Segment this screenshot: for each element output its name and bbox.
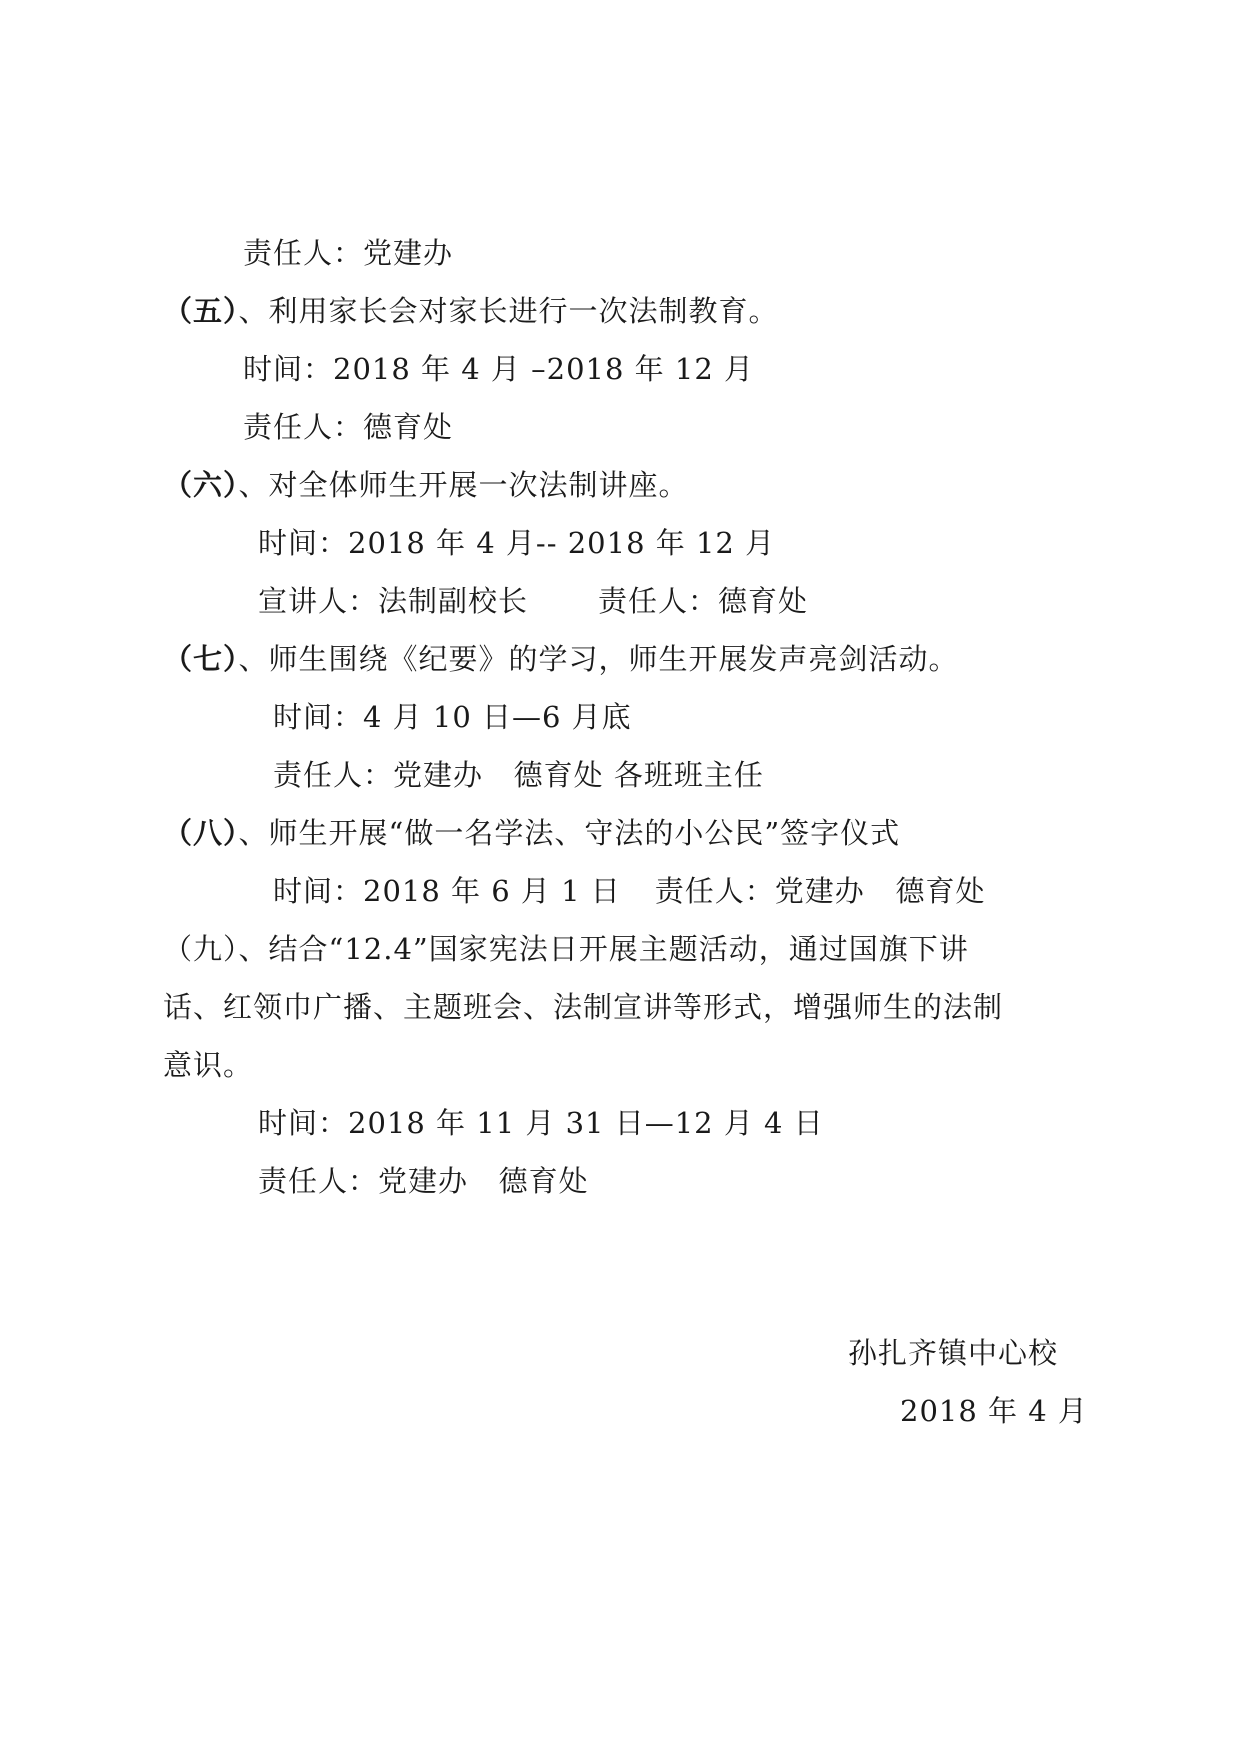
- item-7-responsible: 责任人：党建办 德育处 各班班主任: [273, 758, 764, 792]
- item-6-time: 时间：2018 年 4 月-- 2018 年 12 月: [258, 526, 776, 560]
- item-8-heading: [163, 816, 900, 850]
- item-9-paragraph-line-3: 意识。: [163, 1048, 254, 1082]
- item-6-responsible: 责任人：德育处: [598, 584, 809, 618]
- item-7-time: 时间：4 月 10 日—6 月底: [273, 700, 632, 734]
- signature-date: 2018 年 4 月: [900, 1394, 1088, 1428]
- item-8-time: 时间：2018 年 6 月 1 日: [273, 874, 621, 908]
- item-5-heading: [163, 294, 779, 328]
- item-9-paragraph-line-2: 话、红领巾广播、主题班会、法制宣讲等形式，增强师生的法制: [163, 990, 1004, 1024]
- item-9-time: 时间：2018 年 11 月 31 日—12 月 4 日: [258, 1106, 824, 1140]
- item-7-text: 、师生围绕《纪要》的学习，师生开展发声亮剑活动。: [238, 642, 959, 676]
- item-6-marker: （六）: [163, 468, 239, 502]
- item-6-speaker: 宣讲人：法制副校长: [258, 584, 529, 618]
- item-7-marker: （七）: [163, 642, 239, 676]
- item-5-time: 时间：2018 年 4 月 –2018 年 12 月: [243, 352, 754, 386]
- item-6-text: 、对全体师生开展一次法制讲座。: [238, 468, 689, 502]
- responsible-person-line: 责任人：党建办: [243, 236, 454, 270]
- item-9-paragraph-line-1: （九）、结合“12.4”国家宪法日开展主题活动，通过国旗下讲: [163, 932, 969, 966]
- item-5-marker: （五）: [163, 294, 239, 328]
- item-5-responsible: 责任人：德育处: [243, 410, 454, 444]
- item-8-text: 、师生开展“做一名学法、守法的小公民”签字仪式: [238, 816, 901, 850]
- item-8-responsible: 责任人：党建办 德育处: [654, 874, 986, 908]
- item-6-heading: [163, 468, 689, 502]
- item-5-text: 、利用家长会对家长进行一次法制教育。: [238, 294, 779, 328]
- item-6-speaker-line: [258, 584, 808, 618]
- item-9-responsible: 责任人：党建办 德育处: [258, 1164, 589, 1198]
- item-8-time-line: [273, 874, 985, 908]
- signature-organization: 孙扎齐镇中心校: [848, 1336, 1059, 1370]
- item-7-heading: [163, 642, 959, 676]
- item-8-marker: （八）: [163, 816, 239, 850]
